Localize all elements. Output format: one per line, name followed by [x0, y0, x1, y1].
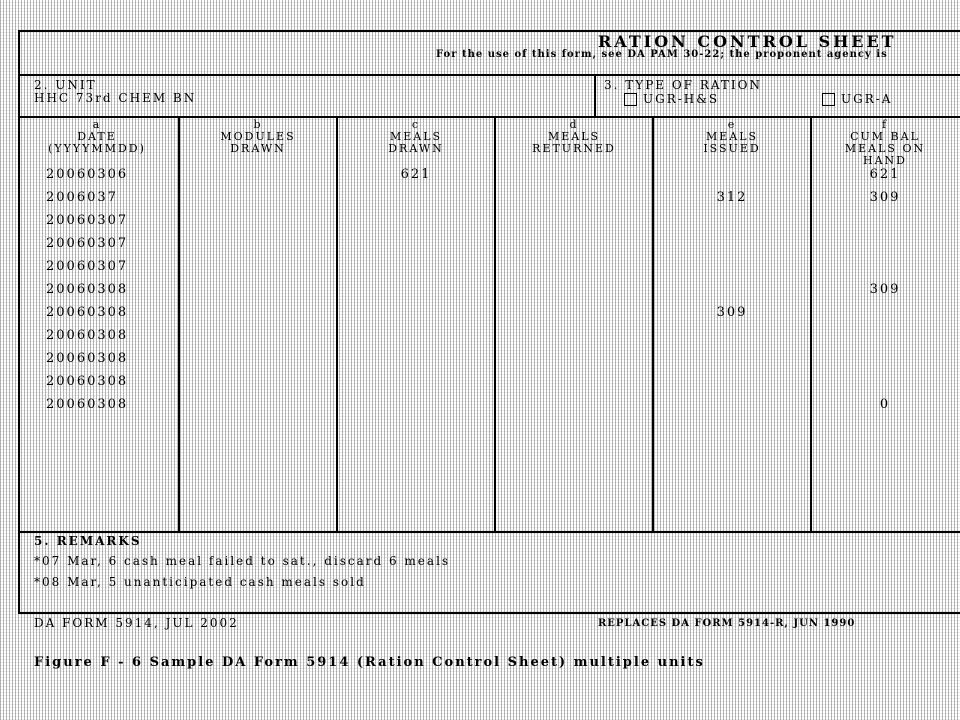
col-header-line3: HAND [863, 154, 907, 167]
col-header-num: e [727, 118, 737, 131]
col-header-num: d [569, 118, 579, 131]
cell-date: 20060307 [46, 259, 129, 274]
col-header-date [22, 119, 172, 155]
checkbox-icon[interactable] [822, 93, 835, 106]
cell-date: 20060306 [46, 167, 129, 182]
col-header-line1: CUM BAL [850, 130, 920, 143]
form-border-bottom [18, 612, 960, 614]
col-header-line2: MEALS ON [844, 142, 926, 155]
cell-date: 20060308 [46, 374, 129, 389]
col-header-num: c [411, 118, 421, 131]
cell-date: 20060308 [46, 305, 129, 320]
checkbox-icon[interactable] [624, 93, 637, 106]
col-divider-1 [178, 116, 180, 531]
col-header-modules [180, 119, 336, 155]
col-header-line2: DRAWN [230, 142, 286, 155]
ration-option-1-label: UGR-H&S [643, 92, 720, 106]
ration-option-ugr-hs[interactable] [624, 92, 719, 106]
col-header-meals-returned [496, 119, 652, 155]
col-divider-3 [494, 116, 496, 531]
cell-cum-bal: 309 [869, 282, 901, 297]
cell-date: 20060308 [46, 397, 129, 412]
cell-date: 20060307 [46, 236, 129, 251]
cell-cum-bal: 0 [879, 397, 891, 412]
cell-date: 2006037 [46, 190, 118, 205]
remark-line: *08 Mar, 5 unanticipated cash meals sold [34, 575, 366, 589]
cell-cum-bal: 621 [869, 167, 901, 182]
col-header-line1: MODULES [220, 130, 296, 143]
col-header-num: b [253, 118, 263, 131]
figure-caption: Figure F - 6 Sample DA Form 5914 (Ration Control Sheet) multiple units [34, 655, 705, 670]
col-header-meals-issued [654, 119, 810, 155]
cell-meals-issued: 309 [716, 305, 748, 320]
form-number: DA FORM 5914, JUL 2002 [34, 616, 239, 630]
col-divider-4 [652, 116, 654, 531]
col-header-line2: DRAWN [388, 142, 444, 155]
unit-label: 2. UNIT [34, 78, 97, 92]
header-row-top [18, 116, 960, 118]
cell-date: 20060307 [46, 213, 129, 228]
ration-option-ugr-a[interactable] [822, 92, 892, 106]
unit-row-top [18, 74, 960, 76]
cell-cum-bal: 309 [869, 190, 901, 205]
cell-date: 20060308 [46, 328, 129, 343]
form-title: RATION CONTROL SHEET [598, 32, 897, 51]
col-header-line1: DATE [77, 130, 117, 143]
col-header-line1: MEALS [389, 130, 443, 143]
unit-value: HHC 73rd CHEM BN [34, 91, 197, 105]
cell-date: 20060308 [46, 351, 129, 366]
remarks-label: 5. REMARKS [34, 534, 142, 548]
form-instruction: For the use of this form, see DA PAM 30-22; the proponent agency is [436, 49, 888, 60]
col-header-line1: MEALS [705, 130, 759, 143]
cell-meals-drawn: 621 [400, 167, 432, 182]
col-header-meals-drawn [338, 119, 494, 155]
cell-meals-issued: 312 [716, 190, 748, 205]
remark-line: *07 Mar, 6 cash meal failed to sat., discard 6 meals [34, 554, 451, 568]
ration-type-label: 3. TYPE OF RATION [604, 78, 762, 92]
col-header-cum-bal [812, 119, 958, 167]
col-header-line2: (YYYYMMDD) [48, 142, 146, 155]
cell-date: 20060308 [46, 282, 129, 297]
ration-option-2-label: UGR-A [841, 92, 893, 106]
col-header-line2: ISSUED [703, 142, 761, 155]
col-header-num: a [92, 118, 102, 131]
table-bottom [18, 531, 960, 533]
col-header-line1: MEALS [547, 130, 601, 143]
col-header-line2: RETURNED [532, 142, 616, 155]
unit-divider [594, 74, 596, 116]
form-replaces: REPLACES DA FORM 5914-R, JUN 1990 [598, 618, 856, 629]
col-header-num: f [881, 118, 889, 131]
